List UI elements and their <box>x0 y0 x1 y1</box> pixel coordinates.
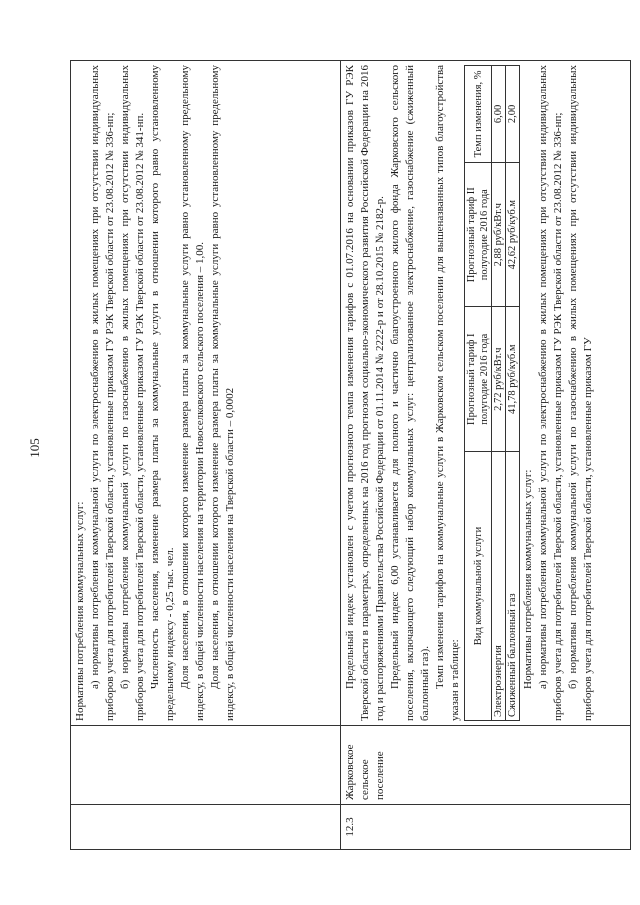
settlement-cell: Жарковское сельское поселение <box>341 726 631 805</box>
paragraph: Нормативы потребления коммунальных услуг: <box>74 501 86 721</box>
tariff-cell: 2,00 <box>506 66 520 163</box>
content-cell <box>341 61 631 726</box>
tariff-row <box>492 66 506 721</box>
tariff-cell: 2,72 руб/кВт.ч <box>492 307 506 452</box>
table-row <box>341 61 631 850</box>
tariff-cell: Сжиженный баллонный газ <box>506 452 520 721</box>
main-table <box>70 60 631 850</box>
tariff-table <box>464 65 520 721</box>
header-cell: Темп изменения, % <box>465 66 492 163</box>
paragraph: Темп изменения тарифов на коммунальные услуги в Жарковском сельском поселении для вышеназванных типов благоустройства указан в таблице: <box>434 65 461 721</box>
paragraph: Предельный индекс установлен с учетом прогнозного темпа изменения тарифов с 01.07.2016 на основании приказов ГУ РЭК Тверской области в параметрах, определенных на 2016 год прогнозом социально-экономического развития Российской Федерации на 2016 год и распоряжениями Правительства Российской Федерации от 01.11.2014 № 2222-р и от 28.10.2015 № 2182-р. <box>344 65 386 721</box>
row-number-cell <box>71 805 341 850</box>
paragraph: Численность населения, изменение размера платы за коммунальные услуги в отношении которого равно установленному предельному индексу - 0,25 тыс. чел. <box>149 65 176 721</box>
tariff-cell: Электроэнергия <box>492 452 506 721</box>
paragraph: б) нормативы потребления коммунальной услуги по газоснабжению в жилых помещениях при отсутствии индивидуальных приборов учета для потребителей Тверской области, установленные приказом ГУ РЭК Тверской области от 23.08.2012 № 341-нп. <box>119 65 146 721</box>
tariff-row <box>506 66 520 721</box>
paragraph: Нормативы потребления коммунальных услуг: <box>522 469 534 689</box>
paragraph: б) нормативы потребления коммунальной услуги по газоснабжению в жилых помещениях при отсутствии индивидуальных приборов учета для потребителей Тверской области, установленные приказом ГУ <box>567 65 594 721</box>
table-row <box>71 61 341 850</box>
header-cell: Прогнозный тариф II полугодие 2016 года <box>465 162 492 307</box>
paragraph: Предельный индекс 6,00 устанавливается для полного и частично благоустроенного жилого фонда Жарковского сельского поселения, включающего следующий набор коммунальных услуг: централизованное электроснабжение, газоснабжение (сжиженный баллонный газ). <box>389 65 431 721</box>
row-number-cell: 12.3 <box>341 805 631 850</box>
tariff-header-row <box>465 66 492 721</box>
paragraph: Доля населения, в отношении которого изменение размера платы за коммунальные услуги равно установленному предельному индексу, в общей численности населения на Тверской области – 0,0002 <box>209 65 236 721</box>
page-number: 105 <box>27 438 42 458</box>
header-cell: Прогнозный тариф I полугодие 2016 года <box>465 307 492 452</box>
settlement-cell <box>71 726 341 805</box>
tariff-cell: 42,62 руб/куб.м <box>506 162 520 307</box>
paragraph: Доля населения, в отношении которого изменение размера платы за коммунальные услуги равно установленному предельному индексу, в общей численности населения на территории Новоселковского сельского поселения – 1,00. <box>179 65 206 721</box>
content-cell <box>71 61 341 726</box>
paragraph: а) нормативы потребления коммунальной услуги по электроснабжению в жилых помещениях при отсутствии индивидуальных приборов учета для потребителей Тверской области, установленные приказом ГУ РЭК Тверской области от 23.08.2012 № 336-нп; <box>537 65 564 721</box>
tariff-cell: 41,78 руб/куб.м <box>506 307 520 452</box>
paragraph: а) нормативы потребления коммунальной услуги по электроснабжению в жилых помещениях при отсутствии индивидуальных приборов учета для потребителей Тверской области, установленные приказом ГУ РЭК Тверской области от 23.08.2012 № 336-нп; <box>89 65 116 721</box>
header-cell: Вид коммунальной услуги <box>465 452 492 721</box>
tariff-cell: 2,88 руб/кВт.ч <box>492 162 506 307</box>
tariff-cell: 6,00 <box>492 66 506 163</box>
rotated-page <box>70 60 630 850</box>
